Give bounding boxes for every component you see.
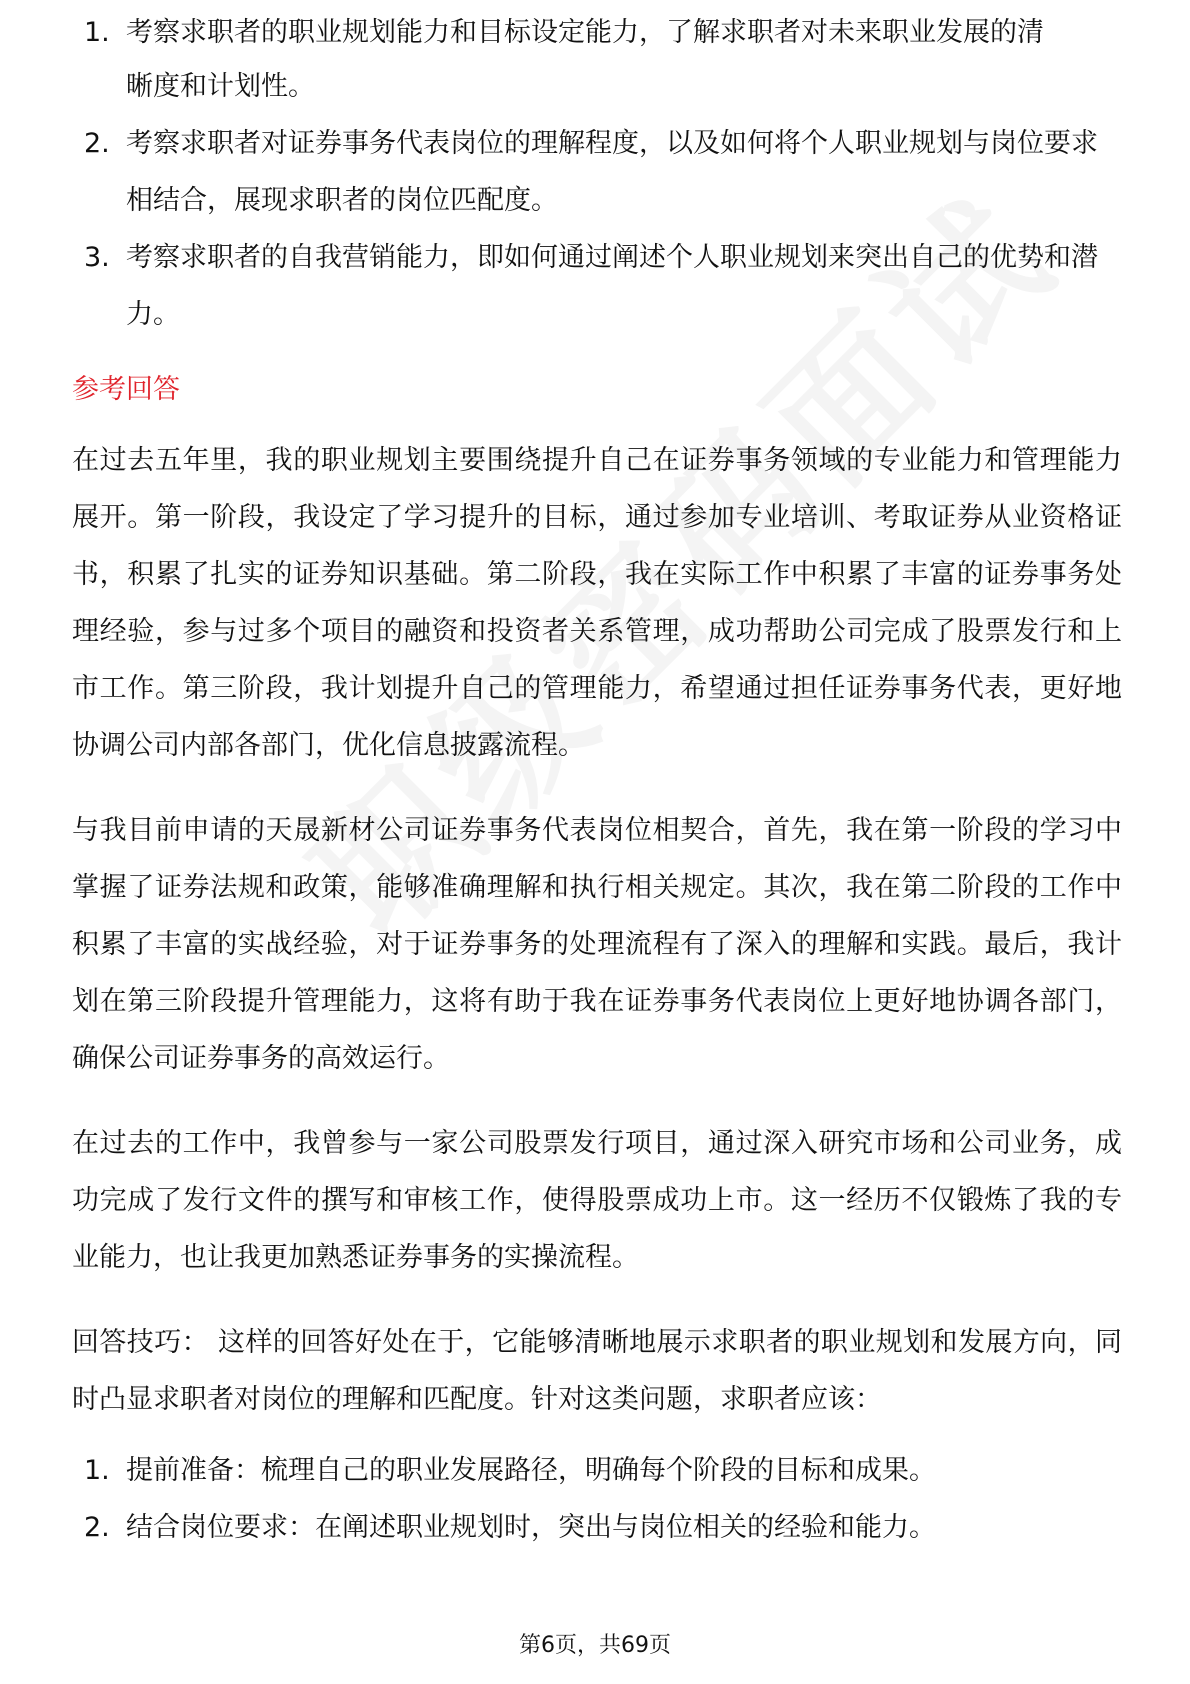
- answer-paragraph: 在过去的工作中，我曾参与一家公司股票发行项目，通过深入研究市场和公司业务，成功完成了发行文件的撰写和审核工作，使得股票成功上市。这一经历不仅锻炼了我的专业能力，也让我更加熟悉证券事务的实操流程。: [72, 1128, 1122, 1273]
- answer-paragraph: 在过去五年里，我的职业规划主要围绕提升自己在证券事务领域的专业能力和管理能力展开。第一阶段，我设定了学习提升的目标，通过参加专业培训、考取证券从业资格证书，积累了扎实的证券知识基础。第二阶段，我在实际工作中积累了丰富的证券事务处理经验，参与过多个项目的融资和投资者关系管理，成功帮助公司完成了股票发行和上市工作。第三阶段，我计划提升自己的管理能力，希望通过担任证券事务代表，更好地协调公司内部各部门，优化信息披露流程。: [72, 445, 1122, 761]
- cut-off-line: [84, 17, 1122, 58]
- tips-list: [72, 1442, 1122, 1556]
- page-number-footer: 第6页，共69页: [519, 1633, 671, 1658]
- list-number: 2.: [84, 1512, 110, 1543]
- list-item: [72, 229, 1122, 343]
- list-item: [72, 17, 1122, 115]
- tips-paragraph: 回答技巧： 这样的回答好处在于，它能够清晰地展示求职者的职业规划和发展方向，同时凸显求职者对岗位的理解和匹配度。针对这类问题，求职者应该：: [72, 1327, 1122, 1415]
- page-content: [72, 17, 1122, 1556]
- list-number: 3.: [84, 242, 110, 273]
- answer-paragraph: 与我目前申请的天晟新材公司证券事务代表岗位相契合，首先，我在第一阶段的学习中掌握了证券法规和政策，能够准确理解和执行相关规定。其次，我在第二阶段的工作中积累了丰富的实战经验，对于证券事务的处理流程有了深入的理解和实践。最后，我计划在第三阶段提升管理能力，这将有助于我在证券事务代表岗位上更好地协调各部门，确保公司证券事务的高效运行。: [72, 815, 1122, 1074]
- list-number: 1.: [84, 1455, 110, 1486]
- list-number: 1.: [84, 17, 110, 48]
- list-text: 考察求职者的职业规划能力和目标设定能力，了解求职者对未来职业发展的清: [126, 17, 1044, 48]
- section-title: 参考回答: [72, 374, 180, 405]
- list-text: 结合岗位要求：在阐述职业规划时，突出与岗位相关的经验和能力。: [126, 1512, 936, 1543]
- list-text: 考察求职者的自我营销能力，即如何通过阐述个人职业规划来突出自己的优势和潜力。: [126, 242, 1098, 330]
- list-item: [72, 115, 1122, 229]
- list-text: 提前准备：梳理自己的职业发展路径，明确每个阶段的目标和成果。: [126, 1455, 936, 1486]
- list-number: 2.: [84, 128, 110, 159]
- list-item: [72, 1499, 1122, 1556]
- question-intent-list: [72, 17, 1122, 343]
- list-item: [72, 1442, 1122, 1499]
- list-continuation: 晰度和计划性。: [126, 71, 315, 102]
- list-text: 考察求职者对证券事务代表岗位的理解程度，以及如何将个人职业规划与岗位要求相结合，展现求职者的岗位匹配度。: [126, 128, 1098, 216]
